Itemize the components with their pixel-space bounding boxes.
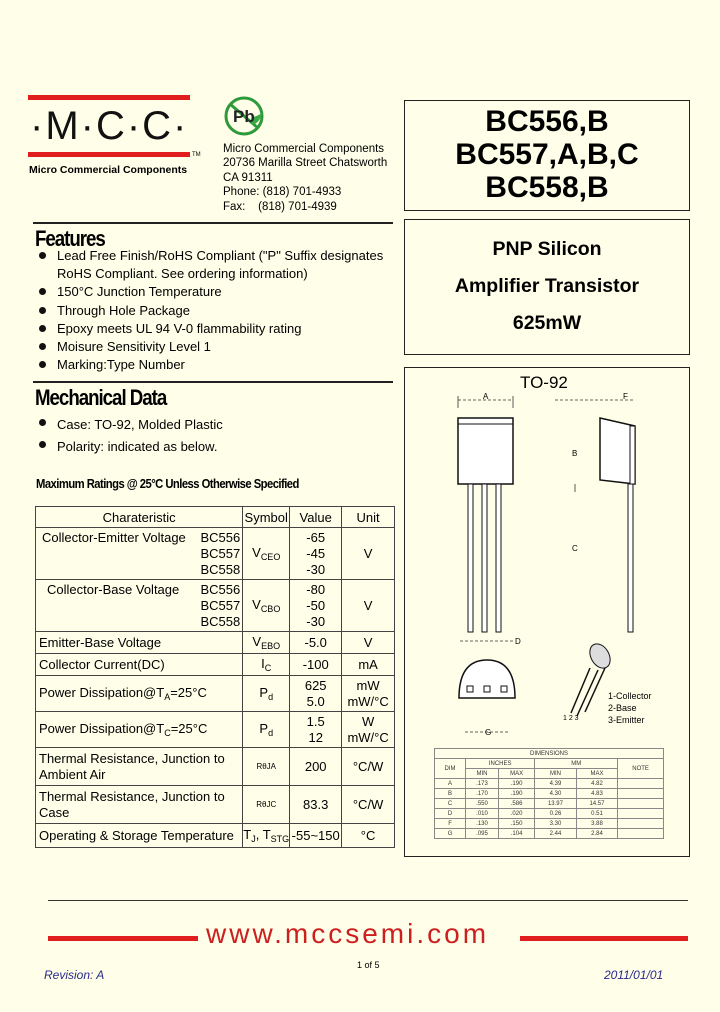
unit: mW/°C: [347, 693, 389, 709]
ratings-title: Maximum Ratings @ 25°C Unless Otherwise Specified: [36, 477, 299, 491]
table-row: [36, 786, 395, 824]
table-header-row: [36, 507, 395, 528]
header-characteristic: Charateristic: [36, 507, 243, 528]
mcc-logo: ·M·C·C·: [30, 104, 189, 148]
symbol-cell: RθJC: [243, 786, 290, 824]
page-number: 1 of 5: [357, 960, 380, 970]
feature-item: Moisure Sensitivity Level 1: [36, 338, 396, 356]
dim-label-b: B: [572, 449, 578, 458]
part-number: BC556,B: [485, 105, 609, 138]
value-cell: [290, 528, 342, 580]
mechanical-list: [36, 414, 396, 458]
pin-numbers: 1 2 3: [563, 715, 579, 722]
vceo-label-cell: [36, 528, 243, 580]
value: -50: [306, 597, 326, 613]
description-box: [404, 219, 690, 355]
pin-label: 1-Collector: [608, 691, 652, 701]
table-row: D .010 .020 0.26 0.51: [435, 809, 664, 819]
symbol: P: [259, 721, 269, 736]
pin-legend: [608, 690, 652, 726]
dim-header: MM: [535, 759, 618, 769]
unit-cell: V: [342, 528, 395, 580]
symbol: V: [252, 597, 261, 612]
value: 625: [304, 677, 327, 693]
unit-cell: [342, 712, 395, 748]
dim-subheader: MAX: [498, 769, 534, 779]
symbol-cell: [243, 632, 290, 654]
revision-date: 2011/01/01: [604, 968, 664, 982]
unit: mW/°C: [347, 729, 389, 745]
feature-item: Marking:Type Number: [36, 356, 396, 374]
feature-item: Through Hole Package: [36, 302, 396, 320]
address-line: Fax: (818) 701-4939: [223, 200, 337, 213]
symbol: V: [252, 634, 262, 649]
dimensions-table: [434, 748, 664, 839]
symbol-cell: [243, 676, 290, 712]
footer-left-red-bar: [48, 936, 198, 941]
dimensions-title: DIMENSIONS: [435, 749, 664, 759]
description-line: PNP Silicon: [492, 238, 602, 260]
symbol-cell: $T_J$, $T_{STG}$: [243, 824, 290, 848]
table-row: [36, 676, 395, 712]
symbol: V: [252, 545, 261, 560]
package-name: TO-92: [520, 373, 568, 392]
part-label: BC556: [200, 582, 241, 597]
dim-subheader: MIN: [535, 769, 576, 779]
features-top-rule: [33, 222, 393, 224]
rjc-label: Thermal Resistance, Junction to Case: [36, 786, 243, 824]
symbol-sub: CEO: [260, 552, 281, 562]
table-row: [36, 824, 395, 848]
unit-cell: V: [342, 632, 395, 654]
part-label: BC558: [200, 562, 241, 577]
value: -30: [306, 561, 326, 577]
ic-label: Collector Current(DC): [36, 654, 243, 676]
value: -80: [306, 581, 326, 597]
header-symbol: Symbol: [243, 507, 290, 528]
part-label: BC556: [200, 530, 241, 545]
table-row: [36, 528, 395, 580]
symbol-cell: [243, 712, 290, 748]
feature-item: 150°C Junction Temperature: [36, 283, 396, 301]
dim-label-c: C: [572, 544, 578, 553]
part-label: BC558: [200, 614, 241, 629]
table-row: [36, 712, 395, 748]
value-cell: 200: [290, 748, 342, 786]
pd-ambient-label: Power $Dissipation@T_A=25^\circ C$: [36, 676, 243, 712]
pb-free-icon: [222, 95, 270, 137]
header-top-red-bar: [28, 95, 190, 100]
value: -65: [306, 529, 326, 545]
company-address: [223, 142, 387, 214]
footer-right-red-bar: [520, 936, 688, 941]
feature-item: Epoxy meets UL 94 V-0 flammability rating: [36, 320, 396, 338]
value: -45: [306, 545, 326, 561]
value-cell: [290, 712, 342, 748]
pb-badge-text: Pb: [233, 107, 255, 126]
table-row: [36, 654, 395, 676]
logo-company-name: Micro Commercial Components: [29, 164, 188, 176]
table-row: C .550 .586 13.97 14.57: [435, 799, 664, 809]
symbol-cell: RθJA: [243, 748, 290, 786]
vcbo-label: Collector-Base Voltage: [47, 582, 180, 597]
part-number-box: [404, 100, 690, 211]
symbol-sub: CBO: [260, 604, 281, 614]
unit-cell: [342, 676, 395, 712]
footer-website-link[interactable]: www.mccsemi.com: [206, 918, 490, 949]
symbol-sub: EBO: [261, 641, 281, 651]
trademark-mark: TM: [192, 152, 201, 158]
dim-header: NOTE: [618, 759, 664, 779]
unit: W: [361, 713, 375, 729]
symbol-cell: [243, 580, 290, 632]
vcbo-label-cell: [36, 580, 243, 632]
pin-label: 3-Emitter: [608, 715, 645, 725]
features-list: [36, 247, 396, 374]
unit-cell: V: [342, 580, 395, 632]
header-unit: Unit: [342, 507, 395, 528]
address-line: CA 91311: [223, 171, 273, 184]
table-row: [36, 632, 395, 654]
part-number: BC558,B: [485, 171, 609, 204]
dim-label-d: D: [515, 637, 521, 646]
dim-header: DIM: [435, 759, 466, 779]
symbol-cell: [243, 654, 290, 676]
address-line: Micro Commercial Components: [223, 143, 385, 155]
symbol-sub: d: [268, 728, 274, 738]
table-row: [36, 748, 395, 786]
symbol: P: [259, 685, 269, 700]
value-cell: -55~150: [290, 824, 342, 848]
description-line: Amplifier Transistor: [454, 275, 640, 297]
value-cell: -5.0: [290, 632, 342, 654]
table-row: [36, 580, 395, 632]
header-bottom-red-bar: [28, 152, 190, 157]
features-title: Features: [35, 226, 105, 251]
value-cell: [290, 580, 342, 632]
unit-cell: °C/W: [342, 748, 395, 786]
symbol-sub: d: [268, 692, 274, 702]
value: 1.5: [306, 713, 325, 729]
symbol-sub: C: [264, 663, 272, 673]
part-label: BC557: [200, 546, 241, 561]
value: 12: [308, 729, 323, 745]
unit-cell: °C: [342, 824, 395, 848]
dim-label-g: G: [485, 728, 492, 737]
symbol-cell: [243, 528, 290, 580]
table-row: F .130 .150 3.30 3.88: [435, 819, 664, 829]
tj-label: Operating & Storage Temperature: [36, 824, 243, 848]
dim-header: INCHES: [466, 759, 535, 769]
unit: mW: [356, 677, 380, 693]
value: -30: [306, 613, 326, 629]
pin-label: 2-Base: [608, 703, 637, 713]
table-row: A .173 .190 4.39 4.82: [435, 779, 664, 789]
mechanical-top-rule: [33, 381, 393, 383]
unit-cell: °C/W: [342, 786, 395, 824]
vebo-label: Emitter-Base Voltage: [36, 632, 243, 654]
ratings-table: [35, 506, 395, 848]
address-line: 20736 Marilla Street Chatsworth: [223, 157, 388, 170]
mechanical-item: Polarity: indicated as below.: [36, 436, 396, 458]
part-number: BC557,A,B,C: [455, 138, 639, 171]
value: 5.0: [306, 693, 325, 709]
rja-label: Thermal Resistance, Junction to Ambient Air: [36, 748, 243, 786]
part-label: BC557: [200, 598, 241, 613]
dim-subheader: MAX: [576, 769, 617, 779]
header-value: Value: [290, 507, 342, 528]
value-cell: [290, 676, 342, 712]
dim-label-a: A: [483, 392, 489, 401]
table-row: B .170 .190 4.30 4.83: [435, 789, 664, 799]
revision-label: Revision: A: [44, 968, 105, 982]
value-cell: -100: [290, 654, 342, 676]
dim-label-f: F: [623, 392, 628, 401]
dim-subheader: MIN: [466, 769, 499, 779]
address-line: Phone: (818) 701-4933: [223, 186, 342, 199]
feature-item-continued: RoHS Compliant. See ordering information): [57, 266, 308, 282]
unit-cell: mA: [342, 654, 395, 676]
pd-case-label: Power $Dissipation@T_C=25^\circ C$: [36, 712, 243, 748]
vceo-label: Collector-Emitter Voltage: [42, 530, 186, 545]
description-line: 625mW: [512, 312, 582, 334]
footer-divider: [48, 900, 688, 901]
feature-item: Lead Free Finish/RoHS Compliant ("P" Suffix designates: [36, 247, 396, 265]
mechanical-item: Case: TO-92, Molded Plastic: [36, 414, 396, 436]
symbol: I: [261, 656, 265, 671]
value-cell: 83.3: [290, 786, 342, 824]
table-row: G .095 .104 2.44 2.84: [435, 829, 664, 839]
mechanical-title: Mechanical Data: [35, 385, 167, 410]
